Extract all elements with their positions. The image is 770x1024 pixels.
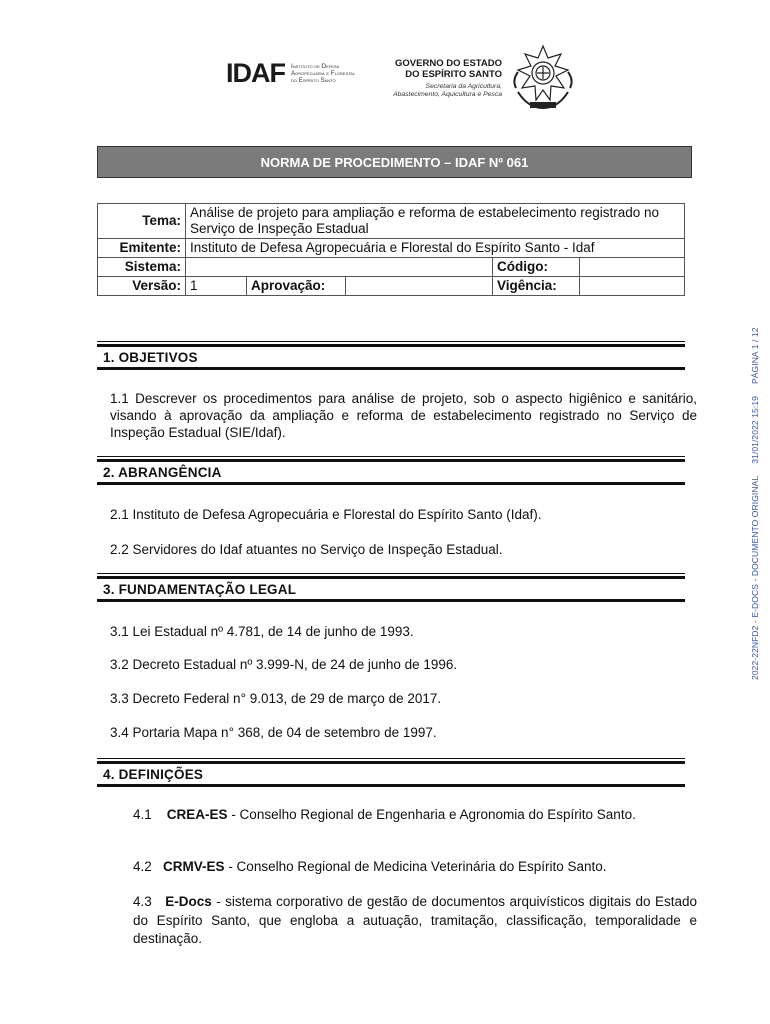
paragraph-3-1: 3.1 Lei Estadual nº 4.781, de 14 de junho de 1993. — [110, 624, 414, 639]
definition-4-3 — [133, 893, 697, 949]
stamp-doc-id: 2022-22NFD2 - E-DOCS - DOCUMENTO ORIGINAL — [750, 475, 760, 680]
definition-number: 4.1 — [133, 807, 152, 822]
table-row — [98, 277, 685, 296]
table-row — [98, 239, 685, 258]
sistema-label: Sistema: — [98, 258, 186, 277]
stamp-page: PÁGINA 1 / 12 — [750, 327, 760, 385]
paragraph-3-4: 3.4 Portaria Mapa n° 368, de 04 de setembro de 1997. — [110, 725, 437, 740]
definition-text: - Conselho Regional de Medicina Veterinária do Espírito Santo. — [224, 859, 607, 874]
gov-subtitle — [372, 83, 502, 99]
idaf-logo-text — [291, 63, 355, 84]
vigencia-value — [580, 277, 685, 296]
section-heading-objetivos: 1. OBJETIVOS — [97, 344, 685, 370]
definition-term: CREA-ES — [166, 807, 228, 822]
table-row — [98, 204, 685, 239]
definition-text: - sistema corporativo de gestão de documentos arquivísticos digitais do Estado do Espírito Santo, que engloba a autuação, tramitação, classificação, temporalidade e destinação. — [133, 894, 697, 946]
definition-4-1 — [133, 806, 697, 823]
idaf-logo-line: Agropecuária e Florestal — [291, 70, 356, 77]
emitente-value: Instituto de Defesa Agropecuária e Florestal do Espírito Santo - Idaf — [186, 239, 685, 258]
aprovacao-label: Aprovação: — [247, 277, 346, 296]
paragraph-3-2: 3.2 Decreto Estadual nº 3.999-N, de 24 de junho de 1996. — [110, 657, 458, 672]
gov-subtitle-line-1: Secretaria da Agricultura, — [425, 83, 502, 90]
versao-value: 1 — [186, 277, 247, 296]
info-table — [97, 203, 685, 296]
definition-number: 4.3 — [133, 894, 152, 909]
idaf-logo-mark: IDAF — [226, 58, 285, 88]
sistema-value — [186, 258, 493, 277]
section-heading-definicoes: 4. DEFINIÇÕES — [97, 761, 685, 787]
gov-subtitle-line-2: Abastecimento, Aquicultura e Pesca — [393, 91, 502, 98]
tema-value: Análise de projeto para ampliação e reforma de estabelecimento registrado no Serviço de Inspeção Estadual — [186, 204, 685, 239]
idaf-logo — [226, 60, 355, 87]
definition-term: CRMV-ES — [163, 859, 225, 874]
edocs-side-stamp — [750, 315, 760, 680]
definition-number: 4.2 — [133, 859, 152, 874]
tema-label: Tema: — [98, 204, 186, 239]
emitente-label: Emitente: — [98, 239, 186, 258]
stamp-datetime: 31/01/2022 15:19 — [750, 396, 760, 464]
section-heading-abrangencia: 2. ABRANGÊNCIA — [97, 459, 685, 485]
paragraph-2-2: 2.2 Servidores do Idaf atuantes no Serviço de Inspeção Estadual. — [110, 542, 503, 557]
definition-4-2 — [133, 858, 697, 875]
gov-title-line-2: DO ESPÍRITO SANTO — [405, 69, 502, 80]
definition-term: E-Docs — [165, 894, 212, 909]
table-row — [98, 258, 685, 277]
vigencia-label: Vigência: — [493, 277, 580, 296]
idaf-logo-line: Instituto de Defesa — [291, 63, 340, 70]
coat-of-arms-icon — [508, 42, 578, 114]
gov-title-line-1: GOVERNO DO ESTADO — [395, 58, 502, 69]
section-heading-fundamentacao: 3. FUNDAMENTAÇÃO LEGAL — [97, 576, 685, 602]
aprovacao-value — [346, 277, 493, 296]
codigo-label: Código: — [493, 258, 580, 277]
versao-label: Versão: — [98, 277, 186, 296]
paragraph-3-3: 3.3 Decreto Federal n° 9.013, de 29 de março de 2017. — [110, 691, 442, 706]
codigo-value — [580, 258, 685, 277]
paragraph-2-1: 2.1 Instituto de Defesa Agropecuária e Florestal do Espírito Santo (Idaf). — [110, 507, 542, 522]
idaf-logo-line: do Espírito Santo — [291, 77, 336, 84]
definition-text: - Conselho Regional de Engenharia e Agronomia do Espírito Santo. — [227, 807, 636, 822]
government-logo-text — [372, 58, 502, 99]
paragraph-1-1: 1.1 Descrever os procedimentos para análise de projeto, sob o aspecto higiênico e sanitário, visando à aprovação da ampliação e reforma de estabelecimento registrado no Serviço de Inspeção Estadual (SIE/Idaf). — [110, 391, 697, 440]
document-title: NORMA DE PROCEDIMENTO – IDAF Nº 061 — [97, 146, 692, 178]
